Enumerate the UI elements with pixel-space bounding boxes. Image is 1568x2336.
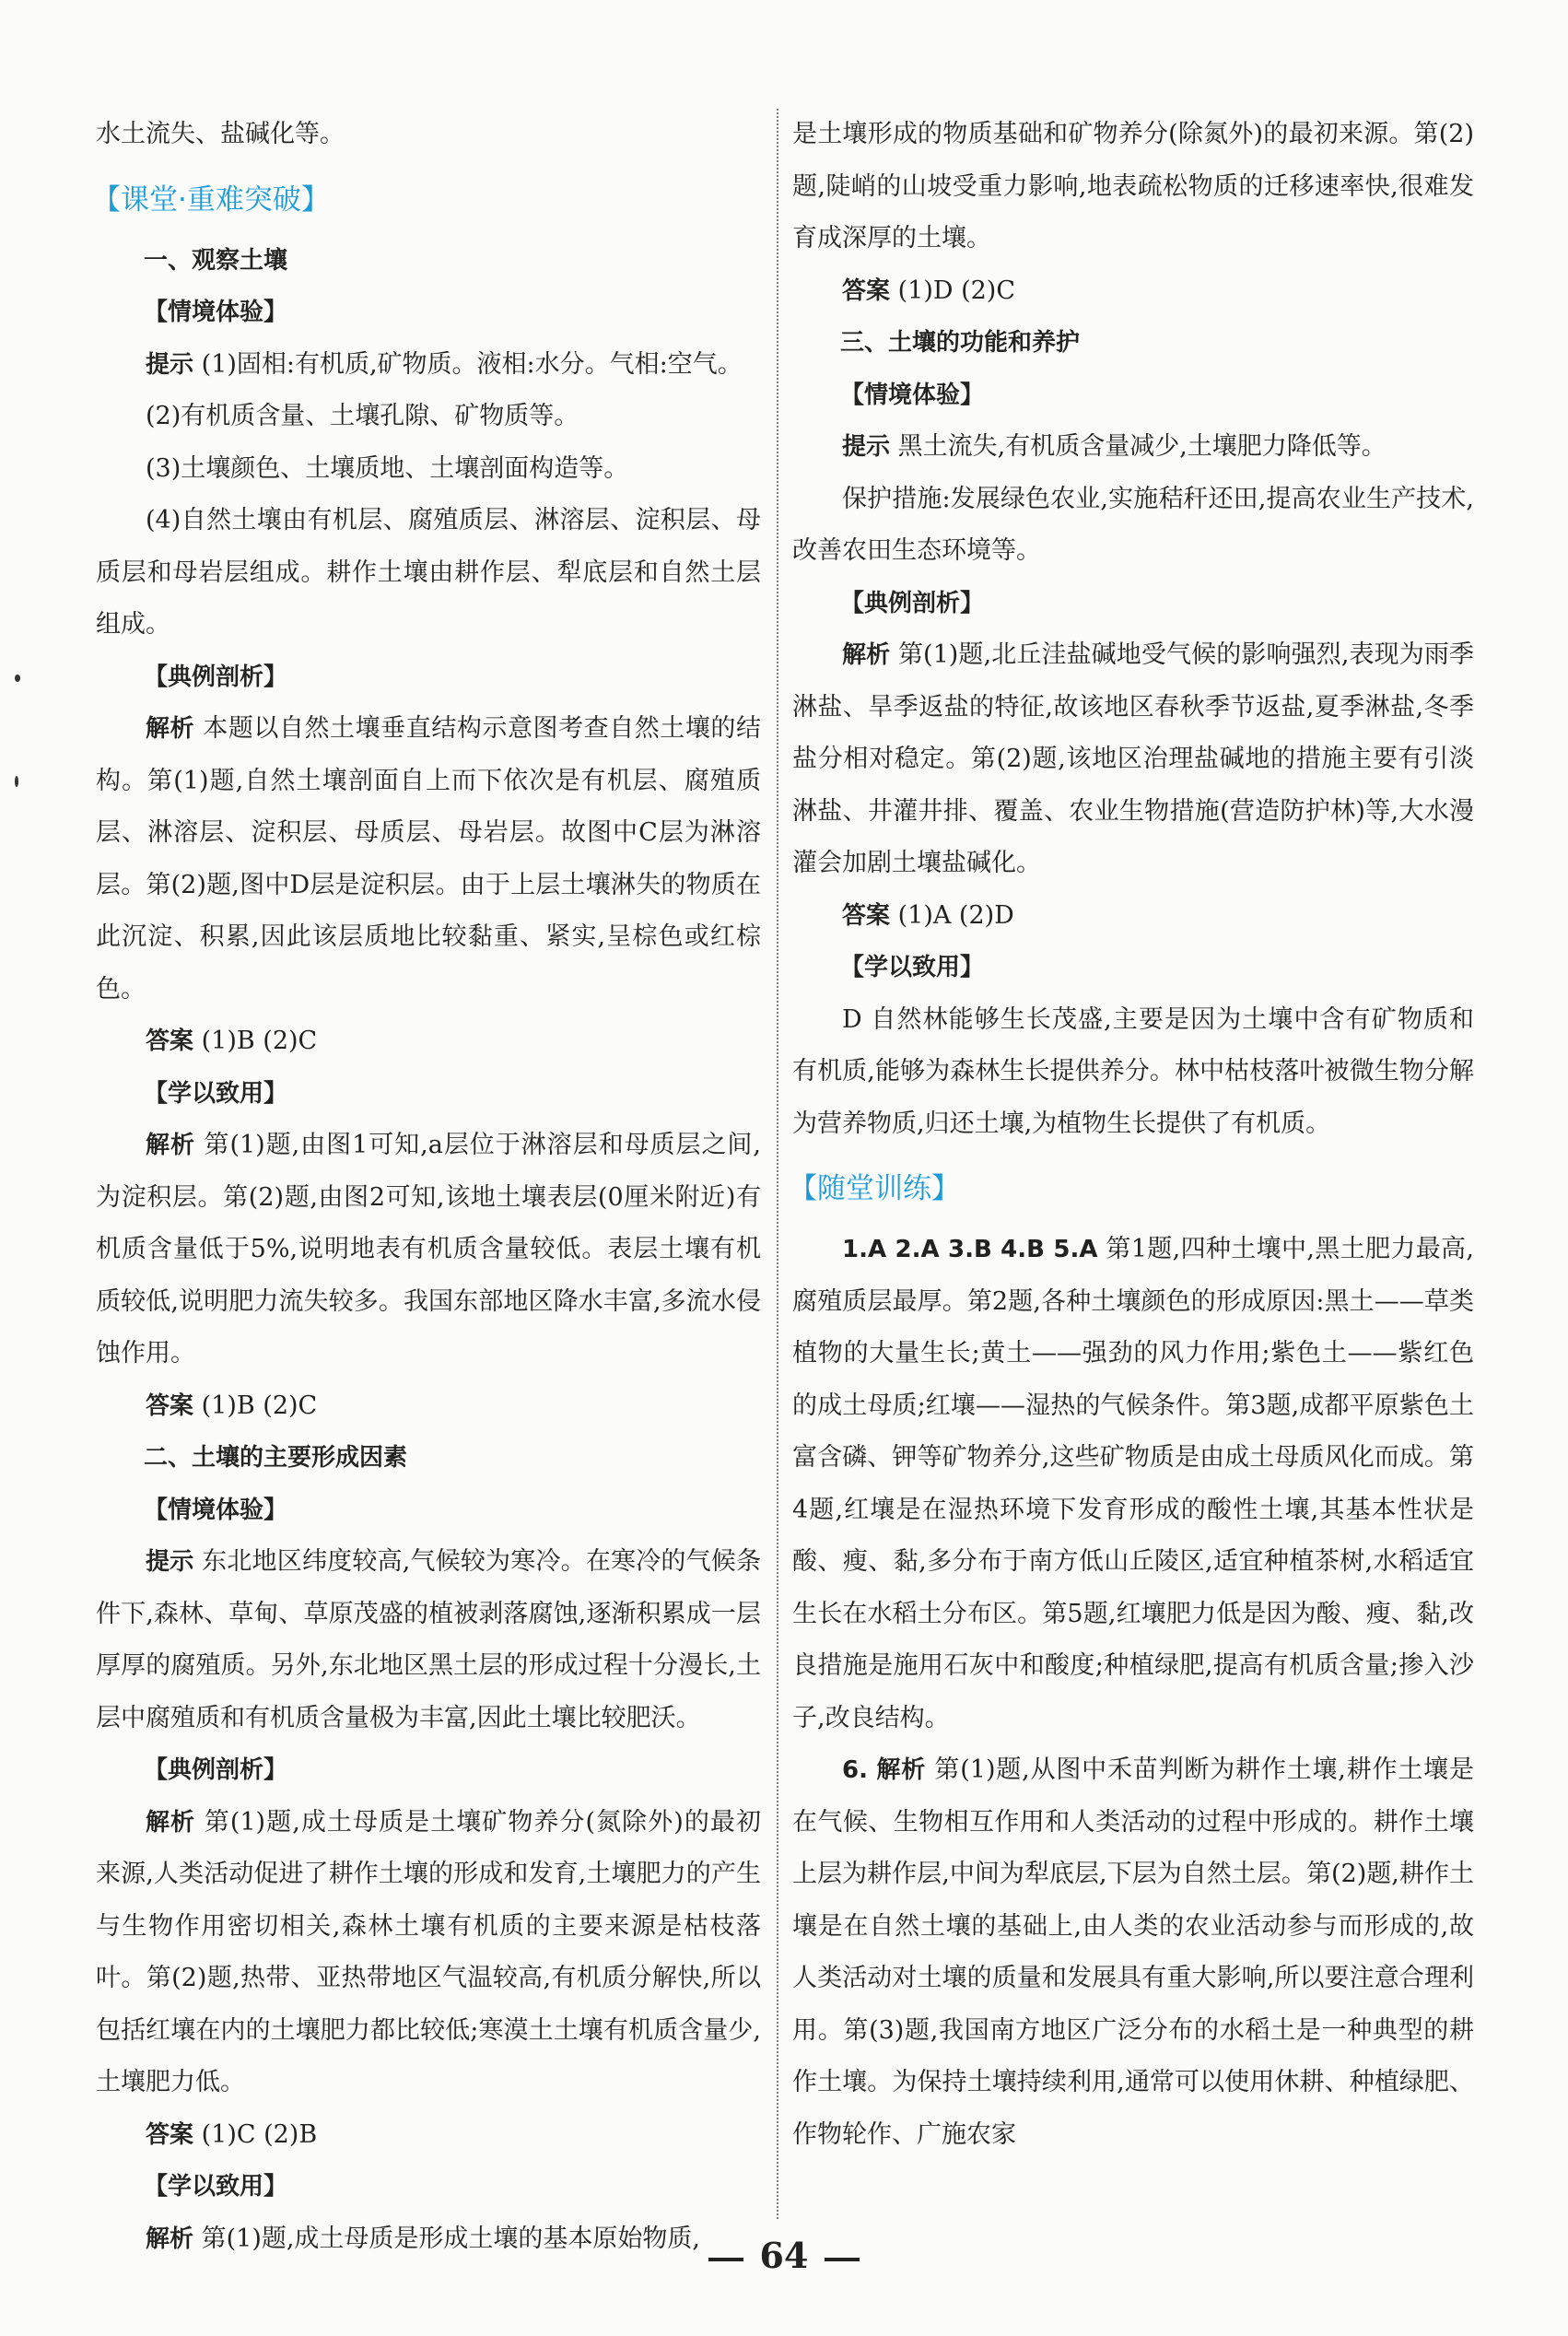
paragraph: 解析 第(1)题,成土母质是土壤矿物养分(氮除外)的最初来源,人类活动促进了耕作土壤的形成和发育,土壤肥力的产生与生物作用密切相关,森林土壤有机质的主要来源是枯枝落叶。第(2)题,热带、亚热带地区气温较高,有机质分解快,所以包括红壤在内的土壤肥力都比较低;寒漠土土壤有机质含量少,土壤肥力低。 [96,1807,761,2096]
answer-line: 答案 (1)B (2)C [146,1391,318,1420]
subsection-label: 【学以致用】 [144,2173,288,2201]
subsection-label: 【情境体验】 [144,299,288,326]
scan-speck [15,776,18,787]
page-number: 64 [0,2235,1568,2276]
left-column [92,109,761,2265]
answer-line: 答案 (1)D (2)C [842,276,1015,305]
answer-line: 答案 (1)B (2)C [146,1027,318,1055]
subsection-label: 【情境体验】 [144,1496,288,1524]
section-heading: 【课堂·重难突破】 [92,182,330,217]
subsection-label: 【典例剖析】 [144,663,288,691]
subsection-label: 【情境体验】 [840,381,985,409]
subsection-label: 【典例剖析】 [144,1756,288,1784]
paragraph: 解析 本题以自然土壤垂直结构示意图考查自然土壤的结构。第(1)题,自然土壤剖面自上而下依次是有机层、腐殖质层、淋溶层、淀积层、母质层、母岩层。故图中C层为淋溶层。第(2)题,图中D层是淀积层。由于上层土壤淋失的物质在此沉淀、积累,因此该层质地比较黏重、紧实,呈棕色或红棕色。 [96,714,761,1004]
paragraph: 1.A 2.A 3.B 4.B 5.A 第1题,四种土壤中,黑土肥力最高,腐殖质层最厚。第2题,各种土壤颜色的形成原因:黑土——草类植物的大量生长;黄土——强劲的风力作用;紫色土——紫红色的成土母质;红壤——湿热的气候条件。第3题,成都平原紫色土富含磷、钾等矿物养分,这些矿物质是由成土母质风化而成。第4题,红壤是在湿热环境下发育形成的酸性土壤,其基本性状是酸、瘦、黏,多分布于南方低山丘陵区,适宜种植茶树,水稻适宜生长在水稻土分布区。第5题,红壤肥力低是因为酸、瘦、黏,改良措施是施用石灰中和酸度;种植绿肥,提高有机质含量;掺入沙子,改良结构。 [792,1235,1474,1732]
right-column [789,109,1474,2161]
paragraph: 保护措施:发展绿色农业,实施秸秆还田,提高农业生产技术,改善农田生态环境等。 [792,484,1474,565]
paragraph: 提示 黑土流失,有机质含量减少,土壤肥力降低等。 [842,432,1387,461]
section-title: 三、土壤的功能和养护 [840,329,1081,357]
paragraph: 提示 东北地区纬度较高,气候较为寒冷。在寒冷的气候条件下,森林、草甸、草原茂盛的植被剥落腐蚀,逐渐积累成一层厚厚的腐殖质。另外,东北地区黑土层的形成过程十分漫长,土层中腐殖质和有机质含量极为丰富,因此土壤比较肥沃。 [96,1547,761,1732]
scan-speck [15,675,20,682]
paragraph: (2)有机质含量、土壤孔隙、矿物质等。 [146,402,579,430]
paragraph: 解析 第(1)题,北丘洼盐碱地受气候的影响强烈,表现为雨季淋盐、旱季返盐的特征,故该地区春秋季节返盐,夏季淋盐,冬季盐分相对稳定。第(2)题,该地区治理盐碱地的措施主要有引淡淋盐、井灌井排、覆盖、农业生物措施(营造防护林)等,大水漫灌会加剧土壤盐碱化。 [792,640,1474,877]
paragraph: (3)土壤颜色、土壤质地、土壤剖面构造等。 [146,453,629,483]
paragraph: 解析 第(1)题,由图1可知,a层位于淋溶层和母质层之间,为淀积层。第(2)题,由图2可知,该地土壤表层(0厘米附近)有机质含量低于5%,说明地表有机质含量较低。表层土壤有机质较低,说明肥力流失较多。我国东部地区降水丰富,多流水侵蚀作用。 [96,1131,761,1368]
answer-line: 答案 (1)A (2)D [842,900,1014,930]
paragraph: 6. 解析 第(1)题,从图中禾苗判断为耕作土壤,耕作土壤是在气候、生物相互作用和人类活动的过程中形成的。耕作土壤上层为耕作层,中间为犁底层,下层为自然土层。第(2)题,耕作土壤是在自然土壤的基础上,由人类的农业活动参与而形成的,故人类活动对土壤的质量和发展具有重大影响,所以要注意合理利用。第(3)题,我国南方地区广泛分布的水稻土是一种典型的耕作土壤。为保持土壤持续利用,通常可以使用休耕、种植绿肥、作物轮作、广施农家 [792,1755,1474,2149]
section-title: 一、观察土壤 [144,246,288,275]
section-title: 二、土壤的主要形成因素 [144,1444,408,1472]
answer-line: 答案 (1)C (2)B [146,2119,318,2149]
subsection-label: 【学以致用】 [144,1079,288,1108]
paragraph: 水土流失、盐碱化等。 [96,120,345,148]
paragraph: 提示 (1)固相:有机质,矿物质。液相:水分。气相:空气。 [146,349,743,379]
column-divider [777,109,778,2219]
subsection-label: 【学以致用】 [840,954,985,981]
section-heading: 【随堂训练】 [789,1172,960,1205]
paragraph: D 自然林能够生长茂盛,主要是因为土壤中含有矿物质和有机质,能够为森林生长提供养分。林中枯枝落叶被微生物分解为营养物质,归还土壤,为植物生长提供了有机质。 [792,1004,1474,1138]
subsection-label: 【典例剖析】 [840,589,985,617]
paragraph: (4)自然土壤由有机层、腐殖质层、淋溶层、淀积层、母质层和母岩层组成。耕作土壤由耕作层、犁底层和自然土层组成。 [96,506,761,639]
paragraph: 解析 第(1)题,成土母质是形成土壤的基本原始物质, [146,2224,701,2253]
paragraph: 是土壤形成的物质基础和矿物养分(除氮外)的最初来源。第(2)题,陡峭的山坡受重力影响,地表疏松物质的迁移速率快,很难发育成深厚的土壤。 [792,120,1474,252]
